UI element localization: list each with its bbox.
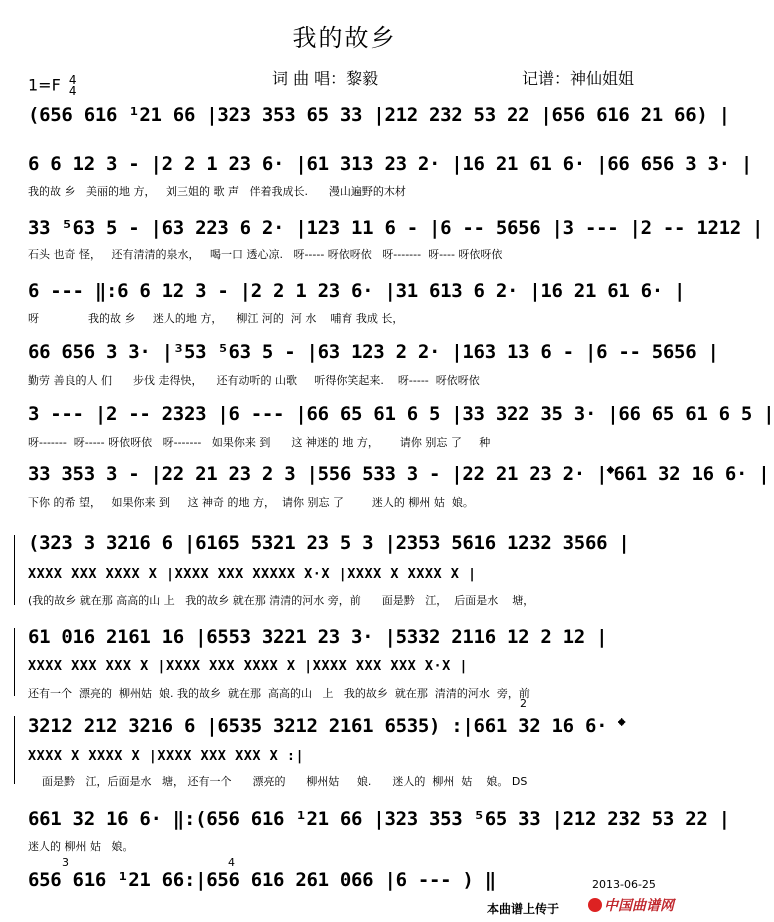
score-row-4-notes: 66 656 3 3· |³53 ⁵63 5 - |63 123 2 2· |163 13 6 - |6 -- 5656 |	[28, 341, 719, 363]
time-bottom: 4	[68, 84, 77, 98]
score-row-1-notes: 6 6 12 3 - |2 2 1 23 6· |61 313 23 2· |16 21 61 6· |66 656 3 3· |	[28, 153, 753, 175]
volta-mark-2: 2	[520, 697, 527, 710]
score-row-3-lyric: 呀 我的故 乡 迷人的地 方， 柳江 河的 河 水 哺育 我成 长，	[28, 312, 404, 325]
logo-icon	[588, 898, 602, 912]
score-row-8-notes: 61 016 2161 16 |6553 3221 23 3· |5332 2116 12 2 12 |	[28, 626, 608, 648]
score-row-7-lyric: (我的故乡 就在那 高高的山 上 我的故乡 就在那 清清的河水 旁，前 面是黔 江， 后面是水 塘，	[28, 594, 535, 607]
key-signature	[28, 75, 77, 97]
credit-lyric: 词 曲 唱：黎毅	[272, 69, 379, 88]
score-row-0-notes: (656 616 ¹21 66 |323 353 65 33 |212 232 53 22 |656 616 21 66) |	[28, 104, 730, 126]
score-row-5-lyric: 呀------- 呀----- 呀依呀依 呀------- 如果你来 到 这 神迷的 地 方， 请你 别忘 了 种	[28, 436, 491, 449]
volta-mark-4: 4	[228, 856, 235, 869]
score-row-2-notes: 33 ⁵63 5 - |63 223 6 2· |123 11 6 - |6 -- 5656 |3 --- |2 -- 1212 |	[28, 217, 764, 239]
score-row-8-lyric: 还有一个 漂亮的 柳州姑 娘. 我的故乡 就在那 高高的山 上 我的故乡 就在那 清清的河水 旁，前	[28, 687, 530, 700]
system-bracket	[14, 716, 18, 784]
score-row-5-notes: 3 --- |2 -- 2323 |6 --- |66 65 61 6 5 |33 322 35 3· |66 65 61 6 5 |	[28, 403, 774, 425]
upload-date: 2013-06-25	[592, 878, 656, 891]
credit-score: 记谱：神仙姐姐	[522, 69, 635, 88]
upload-label: 本曲谱上传于	[487, 902, 560, 916]
score-row-6-notes: 33 353 3 - |22 21 23 2 3 |556 533 3 - |22 21 23 2· |𝄌661 32 16 6· |	[28, 463, 770, 485]
logo-text: 中国曲谱网	[604, 898, 674, 914]
score-row-9-notes: 3212 212 3216 6 |6535 3212 2161 6535) :|661 32 16 6· 𝄌	[28, 715, 625, 737]
time-top: 4	[68, 73, 77, 87]
score-row-7-notes: (323 3 3216 6 |6165 5321 23 5 3 |2353 5616 1232 3566 |	[28, 532, 630, 554]
score-row-3-notes: 6 --- ‖:6 6 12 3 - |2 2 1 23 6· |31 613 6 2· |16 21 61 6· |	[28, 280, 686, 302]
site-logo[interactable]	[588, 895, 674, 915]
system-bracket	[14, 535, 18, 605]
song-title: 我的故乡	[292, 24, 397, 52]
score-row-2-lyric: 石头 也奇 怪， 还有清清的泉水， 喝一口 透心凉. 呀----- 呀依呀依 呀------- 呀---- 呀依呀依	[28, 248, 503, 261]
score-row-7-rhythm: XXXX XXX XXXX X |XXXX XXX XXXXX X·X |XXXX X XXXX X |	[28, 566, 477, 582]
volta-mark-3: 3	[62, 856, 69, 869]
score-row-4-lyric: 勤劳 善良的人 们 步伐 走得快， 还有动听的 山歌 听得你笑起来. 呀----- 呀依呀依	[28, 374, 480, 387]
score-row-6-lyric: 下你 的希 望， 如果你来 到 这 神奇 的地 方， 请你 别忘 了 迷人的 柳州 姑 娘。	[28, 496, 474, 509]
score-row-10-notes: 661 32 16 6· ‖:(656 616 ¹21 66 |323 353 ⁵65 33 |212 232 53 22 |	[28, 808, 730, 830]
score-row-1-lyric: 我的故 乡 美丽的地 方， 刘三姐的 歌 声 伴着我成长. 漫山遍野的木材	[28, 185, 406, 198]
system-bracket	[14, 628, 18, 696]
score-row-9-lyric: 面是黔 江，后面是水 塘， 还有一个 漂亮的 柳州姑 娘. 迷人的 柳州 姑 娘。 DS	[28, 775, 528, 788]
time-signature	[69, 75, 77, 97]
score-row-8-rhythm: XXXX XXX XXX X |XXXX XXX XXXX X |XXXX XXX XXX X·X |	[28, 658, 469, 674]
score-row-11-notes: 656 616 ¹21 66:|656 616 261 066 |6 --- ) ‖	[28, 869, 496, 891]
score-row-9-rhythm: XXXX X XXXX X |XXXX XXX XXX X :|	[28, 748, 305, 764]
score-row-10-lyric: 迷人的 柳州 姑 娘。	[28, 840, 134, 853]
key-label: 1=F	[28, 75, 61, 95]
